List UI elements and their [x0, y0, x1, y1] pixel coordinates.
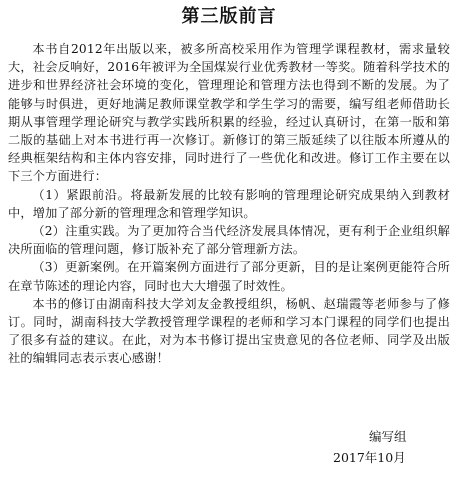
paragraph-point-2: （2）注重实践。为了更加符合当代经济发展具体情况，更有利于企业组织解决所面临的管理问题，修订版补充了部分管理新方法。 [8, 224, 450, 257]
paragraph-acknowledgement: 本书的修订由湖南科技大学刘友金教授组织，杨帆、赵瑞霞等老师参与了修订。同时，湖南科技大学教授管理学课程的老师和学习本门课程的同学们也提出了很多有益的建议。在此，对为本书修订提出宝贵意见的各位老师、同学及出版社的编辑同志表示衷心感谢！ [8, 296, 450, 366]
paragraph-point-1: （1）紧跟前沿。将最新发展的比较有影响的管理理论研究成果纳入到教材中，增加了部分新的管理理念和管理学知识。 [8, 187, 450, 220]
signature-date: 2017年10月 [333, 450, 406, 465]
paragraph-intro: 本书自2012年出版以来，被多所高校采用作为管理学课程教材，需求量较大，社会反响好，2016年被评为全国煤炭行业优秀教材一等奖。随着科学技术的进步和世界经济社会环境的变化，管理理论和管理方法也得到不断的发展。为了能够与时俱进，更好地满足教师课堂教学和学生学习的需要，编写组老师借助长期从事管理学理论研究与教学实践所积累的经验，经过认真研讨，在第一版和第二版的基础上对本书进行再一次修订。新修订的第三版延续了以往版本所遵从的经典框架结构和主体内容安排，同时进行了一些优化和改进。修订工作主要在以下三个方面进行： [8, 42, 450, 184]
paragraph-point-3: （3）更新案例。在开篇案例方面进行了部分更新，目的是让案例更能符合所在章节陈述的理论内容，同时也大大增强了时效性。 [8, 260, 450, 293]
page-title: 第三版前言 [181, 6, 277, 27]
signature-author: 编写组 [369, 429, 407, 444]
preface-body [8, 40, 450, 368]
